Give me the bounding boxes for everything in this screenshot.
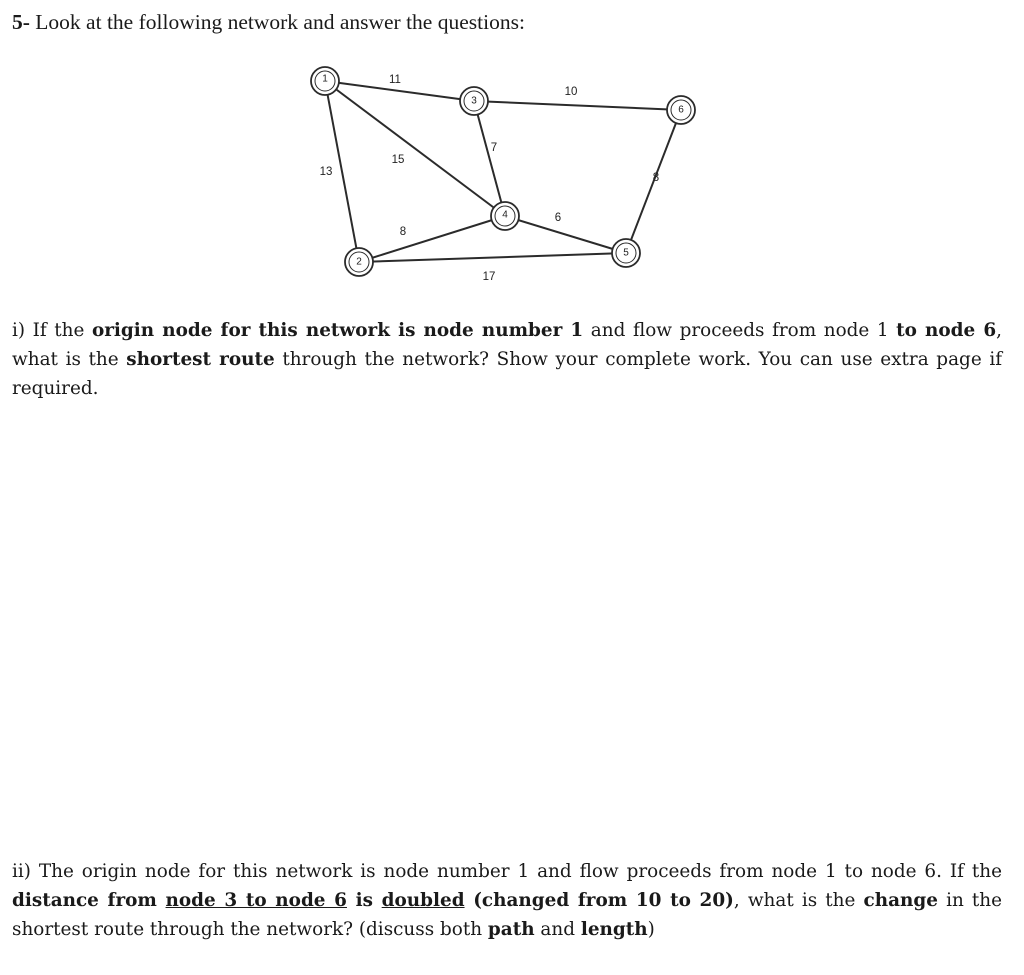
part-ii-bold-path: path [487,919,535,940]
weight-1-2: 13 [319,166,333,178]
part-ii-bold-is: is [346,890,382,911]
part-i-bold-shortest-route: shortest route [126,349,275,370]
weight-2-4: 8 [399,226,407,238]
edge-weights [320,74,660,283]
part-ii-text-2: , what is the [733,890,864,911]
question-part-ii [12,857,1002,944]
part-i-text-2: and flow proceeds from node 1 [583,320,897,341]
edge-3-4 [474,101,505,216]
network-diagram [0,0,1024,300]
network-nodes [311,67,695,276]
part-ii-bold-changed: (changed from 10 to 20) [464,890,734,911]
edge-2-4 [359,216,505,262]
node-6 [667,96,695,124]
weight-5-6: 8 [652,172,660,184]
question-prompt: Look at the following network and answer the questions: [35,10,525,34]
part-ii-bold-change: change [863,890,938,911]
part-ii-text-1: ii) The origin node for this network is node number 1 and flow proceeds from node 1 to node 6. If the [12,861,1002,882]
part-i-bold-destination: to node 6 [896,320,997,341]
part-i-text-1: i) If the [12,320,92,341]
weight-3-6: 10 [564,86,578,98]
edge-2-5 [359,253,626,262]
node-1 [311,67,339,95]
edge-3-6 [474,101,681,110]
part-ii-text-4: and [534,919,581,940]
part-i-text-4: through the network? Show your complete work. You can use extra page if required. [12,349,1003,399]
network-edges [325,81,681,262]
node-4-label: 4 [502,209,508,221]
part-ii-bold-length: length [580,919,648,940]
edge-4-5 [505,216,626,253]
weight-4-5: 6 [554,212,562,224]
part-ii-bold-distance: distance from [12,890,166,911]
part-ii-text-5: ) [647,919,655,940]
weight-1-3: 11 [389,74,401,86]
part-ii-underlined-doubled: doubled [381,890,465,911]
question-part-i [12,316,1002,403]
part-i-text-3: , what is the [12,320,1002,370]
node-5 [612,239,640,267]
node-3 [460,87,488,115]
node-1-label: 1 [322,73,328,85]
part-ii-underlined-edge: node 3 to node 6 [165,890,347,911]
node-4 [491,202,519,230]
weight-3-4: 7 [490,142,498,154]
weight-2-5: 17 [482,271,496,283]
part-ii-text-3: in the shortest route through the network? (discuss both [12,890,1003,940]
question-number: 5- [12,10,30,34]
node-3-label: 3 [471,95,477,107]
node-2 [345,248,373,276]
node-2-label: 2 [356,256,362,268]
node-5-label: 5 [623,247,629,259]
node-6-label: 6 [678,104,684,116]
weight-1-4: 15 [391,154,405,166]
part-i-bold-origin: origin node for this network is node number 1 [91,320,584,341]
